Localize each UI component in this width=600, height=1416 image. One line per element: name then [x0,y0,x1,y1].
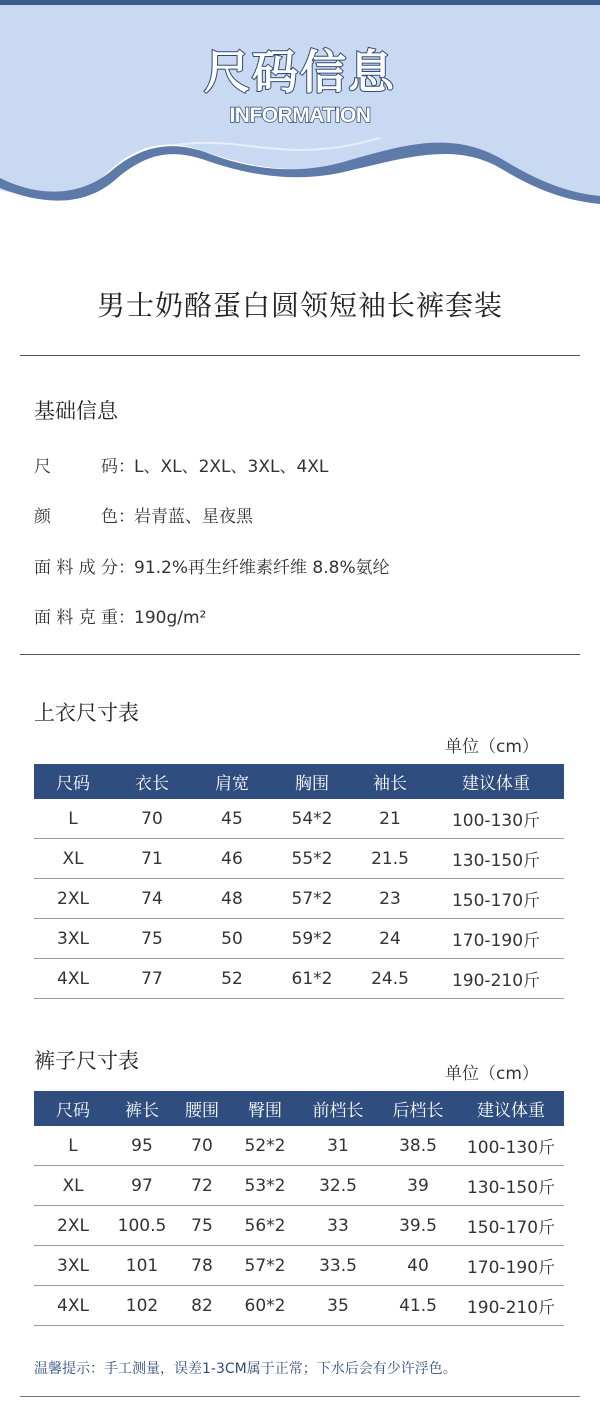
table-row [34,799,564,839]
column-header: 建议体重 [458,1091,564,1126]
table-row [34,1286,564,1326]
table-cell: 24 [352,919,428,959]
table-cell: 100-130斤 [428,799,564,839]
column-header: 臀围 [232,1091,298,1126]
table-cell: 4XL [34,959,112,999]
column-header: 衣长 [112,764,192,799]
info-colon: ： [118,457,135,477]
top-table-heading: 上衣尺寸表 [34,701,139,725]
column-header: 建议体重 [428,764,564,799]
table-cell: 70 [172,1126,232,1166]
table-cell: 190-210斤 [428,959,564,999]
table-cell: 74 [112,879,192,919]
table-cell: 95 [112,1126,172,1166]
table-row [34,1246,564,1286]
column-header: 腰围 [172,1091,232,1126]
table-row [34,1206,564,1246]
table-cell: 100.5 [112,1206,172,1246]
table-cell: 21.5 [352,839,428,879]
table-cell: 54*2 [272,799,352,839]
info-label: 面料成分 [34,558,118,578]
table-cell: 75 [112,919,192,959]
info-colon: ： [118,608,135,628]
table-cell: 130-150斤 [458,1166,564,1206]
table-cell: 190-210斤 [458,1286,564,1326]
info-value: L、XL、2XL、3XL、4XL [134,457,329,477]
table-cell: 24.5 [352,959,428,999]
column-header: 前档长 [298,1091,378,1126]
page-title: 尺码信息 [204,45,396,99]
table-row [34,919,564,959]
table-cell: 77 [112,959,192,999]
divider [20,355,580,356]
table-cell: 150-170斤 [428,879,564,919]
column-header: 肩宽 [192,764,272,799]
divider [20,1396,580,1397]
table-cell: 40 [378,1246,458,1286]
info-label: 尺码 [34,457,118,477]
table-cell: 23 [352,879,428,919]
divider [20,654,580,655]
info-value: 190g/m² [134,608,207,628]
column-header: 尺码 [34,764,112,799]
table-cell: 33 [298,1206,378,1246]
header-banner [0,0,600,215]
table-cell: 39.5 [378,1206,458,1246]
table-cell: 38.5 [378,1126,458,1166]
table-cell: 82 [172,1286,232,1326]
table-header-row [34,1091,564,1126]
table-cell: 60*2 [232,1286,298,1326]
product-title: 男士奶酪蛋白圆领短袖长裤套装 [96,289,503,322]
table-cell: 130-150斤 [428,839,564,879]
top-size-table [34,764,564,999]
info-colon: ： [118,507,135,527]
table-row [34,959,564,999]
table-cell: 150-170斤 [458,1206,564,1246]
table-cell: 52 [192,959,272,999]
table-cell: 50 [192,919,272,959]
table-cell: 170-190斤 [428,919,564,959]
table-cell: 61*2 [272,959,352,999]
table-cell: L [34,799,112,839]
pants-size-table [34,1091,564,1326]
pants-table-unit: 单位（cm） [445,1064,539,1084]
table-header-row [34,764,564,799]
table-cell: L [34,1126,112,1166]
table-row [34,839,564,879]
table-cell: 97 [112,1166,172,1206]
table-cell: 45 [192,799,272,839]
table-cell: 71 [112,839,192,879]
tip-note: 温馨提示：手工测量，误差1-3CM属于正常；下水后会有少许浮色。 [34,1361,457,1377]
table-cell: 33.5 [298,1246,378,1286]
table-cell: 48 [192,879,272,919]
table-cell: 70 [112,799,192,839]
table-cell: 2XL [34,879,112,919]
table-cell: 72 [172,1166,232,1206]
info-label: 颜色 [34,507,118,527]
table-cell: 46 [192,839,272,879]
info-colon: ： [118,558,135,578]
info-row-fabric [34,553,390,578]
table-cell: 78 [172,1246,232,1286]
column-header: 胸围 [272,764,352,799]
table-cell: 59*2 [272,919,352,959]
table-cell: 57*2 [272,879,352,919]
column-header: 袖长 [352,764,428,799]
table-cell: 100-130斤 [458,1126,564,1166]
info-row-color [34,502,253,527]
page-subtitle: INFORMATION [229,104,371,127]
table-cell: 39 [378,1166,458,1206]
table-cell: 21 [352,799,428,839]
info-row-size [34,452,328,477]
basic-info-heading: 基础信息 [34,399,118,423]
info-label: 面料克重 [34,608,118,628]
table-cell: 102 [112,1286,172,1326]
info-value: 岩青蓝、星夜黑 [134,507,253,527]
table-cell: 31 [298,1126,378,1166]
table-cell: 101 [112,1246,172,1286]
info-value: 91.2%再生纤维素纤维 8.8%氨纶 [134,558,390,578]
table-row [34,1166,564,1206]
table-row [34,879,564,919]
table-cell: 3XL [34,919,112,959]
table-cell: 75 [172,1206,232,1246]
table-cell: 170-190斤 [458,1246,564,1286]
table-cell: 53*2 [232,1166,298,1206]
table-cell: 4XL [34,1286,112,1326]
top-table-unit: 单位（cm） [445,737,539,757]
table-cell: 32.5 [298,1166,378,1206]
table-cell: 41.5 [378,1286,458,1326]
table-cell: 56*2 [232,1206,298,1246]
table-cell: 3XL [34,1246,112,1286]
table-cell: 57*2 [232,1246,298,1286]
table-cell: 2XL [34,1206,112,1246]
column-header: 尺码 [34,1091,112,1126]
column-header: 裤长 [112,1091,172,1126]
table-cell: 52*2 [232,1126,298,1166]
table-cell: 35 [298,1286,378,1326]
info-row-weight [34,603,206,628]
table-cell: XL [34,1166,112,1206]
table-row [34,1126,564,1166]
pants-table-heading: 裤子尺寸表 [34,1049,139,1073]
table-cell: 55*2 [272,839,352,879]
table-cell: XL [34,839,112,879]
column-header: 后档长 [378,1091,458,1126]
